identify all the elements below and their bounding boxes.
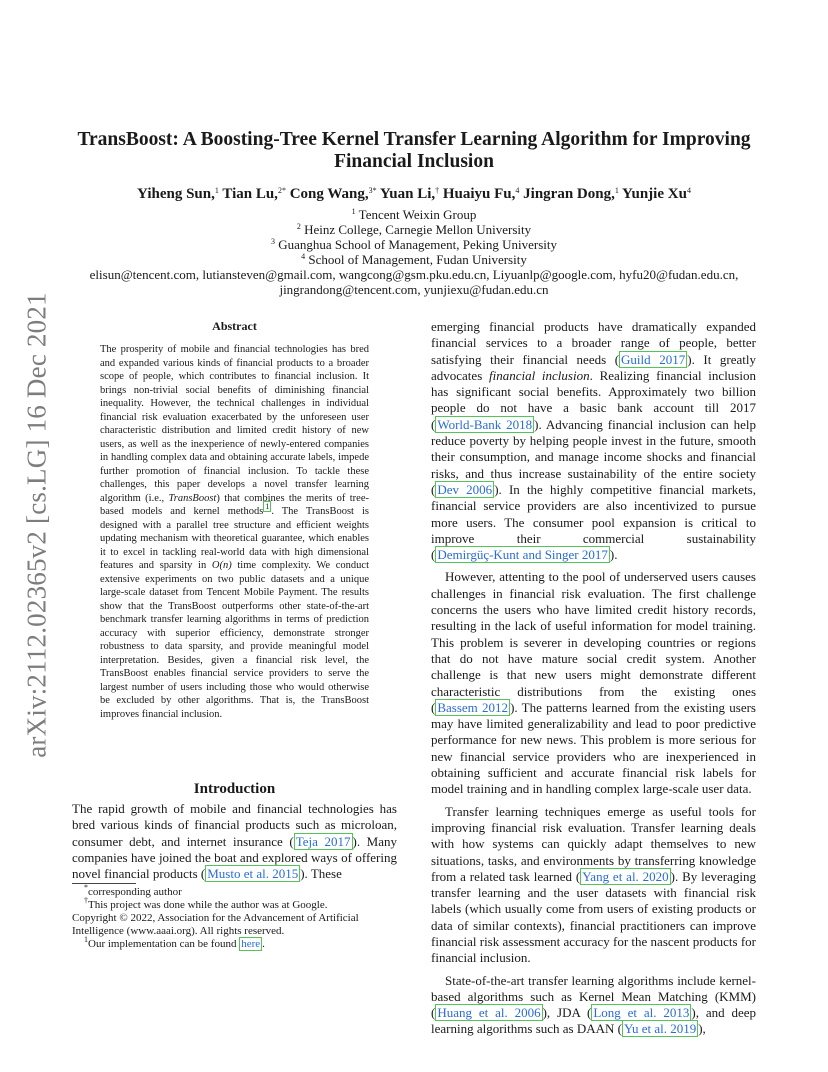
author: Jingran Dong,$^1$ <box>523 186 619 202</box>
algorithm-name: TransBoost <box>168 492 217 504</box>
abstract-body: The prosperity of mobile and financial technologies has bred and expanded various kinds of financial products to a broader scope of people, which contributes to financial inclusion. It brings non-trivial social benefits of diminishing financial inequality. However, the technical challenges in individual financial risk evaluation exacerbated by the unforeseen user characteristic distribution and limited credit history of new users, as well as the inexperience of newly-entered companies in handling complex data and obtaining accurate labels, impede further promotion of financial inclusion. To tackle these challenges, this paper develops a novel transfer learning algorithm (i.e., TransBoost) that combines the merits of tree-based models and kernel methods $^1$ . The TransBoost is designed with a parallel tree structure and efficient weights updating mechanism with theoretical guarantee, which enables it to excel in tackling real-world data with high dimensional features and sparsity in O(n) time complexity. We conduct extensive experiments on two public datasets and a unique large-scale dataset from Tencent Mobile Payment. The results show that the TransBoost outperforms other state-of-the-art benchmark transfer learning algorithms in terms of prediction accuracy with superior efficiency, demonstrate stronger robustness to data sparsity, and provide meaningful model interpretation. Besides, given a financial risk level, the TransBoost enables financial service providers to serve the largest number of users including those who would otherwise be excluded by other algorithms. That is, the TransBoost improves financial inclusion. <box>100 344 369 720</box>
paragraph: emerging financial products have dramatically expanded financial services to a broader range of people, better satisfying their financial needs ( Guild 2017 ). It greatly advocates financial inclusion. Realizing financial inclusion has significant social benefits. Approximately two billion people do not have a basic bank account till 2017 ( World-Bank 2018 ). Advancing financial inclusion can help reduce poverty by helping people invest in the future, smooth their consumption, and manage income shocks and financial risks, and thus increase sustainability of the entire society ( Dev 2006 ). In the highly competitive financial markets, financial service providers are also incentivized to pursue more users. The consumer pool expansion is critical to improve their commercial sustainability ( Demirgüç-Kunt and Singer 2017 ). <box>431 319 756 563</box>
introduction-heading: Introduction <box>193 781 276 797</box>
paragraph: However, attenting to the pool of underserved users causes challenges in financial risk evaluation. The first challenge concerns the users who have limited credit history records, resulting in the lack of useful information for model training. This problem is severer in developing countries or regions that do not have mature social credit system. Another challenge is that new users might demonstrate different characteristic distributions from the existing ones ( Bassem 2012 ). The patterns learned from the existing users may have limited generalizability and lead to poor predictive performance for new news. This problem is more serious for new financial service providers who are inexperienced in obtaining sufficient and accurate financial risk labels for model training and in handling complex large-scale user data. <box>431 569 756 797</box>
introduction-paragraph-1: The rapid growth of mobile and financial technologies has bred various kinds of financial products such as microloan, consumer debt, and internet insurance ( Teja 2017 ). Many companies have joined the boat and explored ways of offering novel financial products ( Musto et al. 2015 ). These <box>72 801 397 882</box>
affiliation: $^3$ Guanghua School of Management, Peking University <box>271 237 557 252</box>
footnote-divider <box>72 883 136 884</box>
copyright-notice: Copyright © 2022, Association for the Advancement of Artificial Intelligence (www.aaai.org). All rights reserved. <box>72 912 359 937</box>
footnote: †This project was done while the author was at Google. <box>84 896 328 911</box>
citation-link[interactable]: Dev 2006 <box>437 481 493 497</box>
author: Cong Wang,$^{3*}$ <box>289 186 377 202</box>
author: Yuan Li,† <box>379 186 440 202</box>
citation-link[interactable]: Yang et al. 2020 <box>582 868 669 884</box>
author: Tian Lu,$^{2*}$ <box>222 186 286 202</box>
citation-link[interactable]: Huang et al. 2006 <box>437 1005 541 1021</box>
implementation-link[interactable]: here <box>241 938 261 950</box>
footnotes <box>72 883 397 951</box>
author-emails-line-1: elisun@tencent.com, lutiansteven@gmail.com, wangcong@gsm.pku.edu.cn, Liyuanlp@google.com, hyfu20@fudan.edu.cn, <box>89 267 739 282</box>
author-list <box>60 184 768 204</box>
citation-link[interactable]: Guild 2017 <box>621 351 686 367</box>
paper-title-line-2: Financial Inclusion <box>334 151 494 172</box>
citation-link[interactable]: Teja 2017 <box>295 833 351 849</box>
paragraph: Transfer learning techniques emerge as useful tools for improving financial risk evaluation. Transfer learning deals with how systems can quickly adapt themselves to new situations, tasks, and environments by transferring knowledge from a related task learned ( Yang et al. 2020 ). By leveraging transfer learning and the user datasets with financial risk labels (which usually come from users of existing products or data of similar contexts), financial practitioners can improve financial risk assessment accuracy for the nascent products for financial inclusion. <box>431 803 756 966</box>
author: Huaiyu Fu,$^4$ <box>442 186 520 202</box>
footnote: *corresponding author <box>84 883 182 898</box>
right-column-text <box>431 319 756 1038</box>
affiliation: $^2$ Heinz College, Carnegie Mellon University <box>296 222 532 237</box>
author: Yunjie Xu$^4$ <box>622 186 691 202</box>
citation-link[interactable]: Demirgüç-Kunt and Singer 2017 <box>437 547 608 563</box>
citation-link[interactable]: World-Bank 2018 <box>437 416 533 432</box>
paper-title <box>60 129 768 173</box>
author: Yiheng Sun,$^1$ <box>137 186 219 202</box>
paper-title-line-1: TransBoost: A Boosting-Tree Kernel Transfer Learning Algorithm for Improving <box>77 129 751 150</box>
abstract-heading: Abstract <box>212 319 257 333</box>
affiliation: $^1$ Tencent Weixin Group <box>351 207 477 222</box>
citation-link[interactable]: Musto et al. 2015 <box>207 866 299 882</box>
author-emails-line-2: jingrandong@tencent.com, yunjiexu@fudan.edu.cn <box>279 282 549 297</box>
citation-link[interactable]: Yu et al. 2019 <box>624 1021 697 1037</box>
citation-link[interactable]: Bassem 2012 <box>437 699 509 715</box>
footnote-1-link[interactable]: 1 <box>265 502 270 511</box>
arxiv-identifier-stamp <box>22 287 52 762</box>
affiliation: $^4$ School of Management, Fudan University <box>301 252 527 267</box>
footnote: $^1$Our implementation can be found here . <box>84 935 265 950</box>
citation-link[interactable]: Long et al. 2013 <box>593 1005 690 1021</box>
paragraph: State-of-the-art transfer learning algorithms include kernel-based algorithms such as Kernel Mean Matching (KMM) ( Huang et al. 2006 ), JDA ( Long et al. 2013 ), and deep learning algorithms such as DAAN ( Yu et al. 2019 ), <box>431 972 756 1037</box>
arxiv-identifier-text: arXiv:2112.02365v2 [cs.LG] 16 Dec 2021 <box>21 291 52 758</box>
